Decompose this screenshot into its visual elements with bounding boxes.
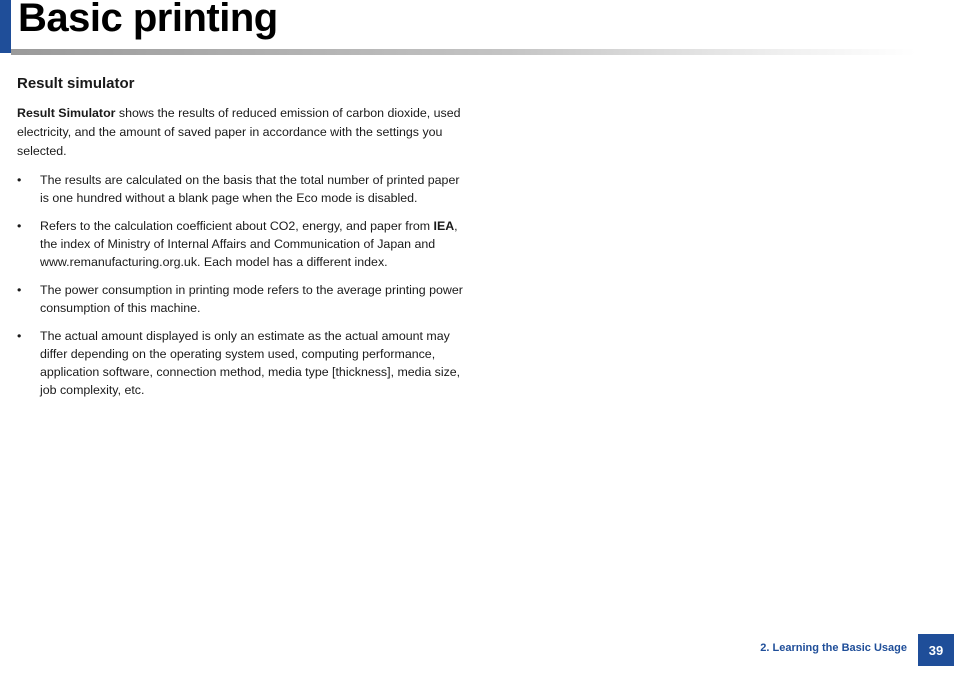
list-item-text: The actual amount displayed is only an estimate as the actual amount may differ depending on the operating system used, computing performance, application software, connection method, media type [thickness], media size, job complexity, etc. [40, 329, 461, 397]
content-body [17, 104, 469, 409]
intro-bold-term: Result Simulator [17, 106, 116, 120]
list-item-text-pre: Refers to the calculation coefficient about CO2, energy, and paper from [40, 219, 434, 233]
bullet-icon: • [17, 173, 22, 187]
section-heading: Result simulator [17, 75, 135, 92]
list-item [17, 281, 469, 317]
bullet-list [17, 171, 469, 399]
list-item [17, 217, 469, 271]
list-item-text: The power consumption in printing mode refers to the average printing power consumption of this machine. [40, 283, 463, 315]
list-item-text-post: , the index of Ministry of Internal Affairs and Communication of Japan and www.remanufacturing.org.uk. Each model has a different index. [40, 219, 458, 269]
list-item-bold-term: IEA [433, 219, 455, 233]
bullet-icon: • [17, 283, 22, 297]
bullet-icon: • [17, 219, 22, 233]
title-underline [11, 49, 916, 55]
page-title: Basic printing [18, 0, 278, 40]
bullet-icon: • [17, 329, 22, 343]
intro-paragraph [17, 104, 469, 161]
footer-chapter-link[interactable]: 2. Learning the Basic Usage [760, 642, 907, 654]
title-accent-bar [0, 0, 11, 53]
list-item [17, 327, 469, 399]
intro-text: shows the results of reduced emission of carbon dioxide, used electricity, and the amount of saved paper in accordance with the settings you selected. [17, 106, 461, 158]
list-item-text: The results are calculated on the basis that the total number of printed paper is one hundred without a blank page when the Eco mode is disabled. [40, 173, 460, 205]
list-item [17, 171, 469, 207]
page-number-badge: 39 [918, 634, 954, 666]
